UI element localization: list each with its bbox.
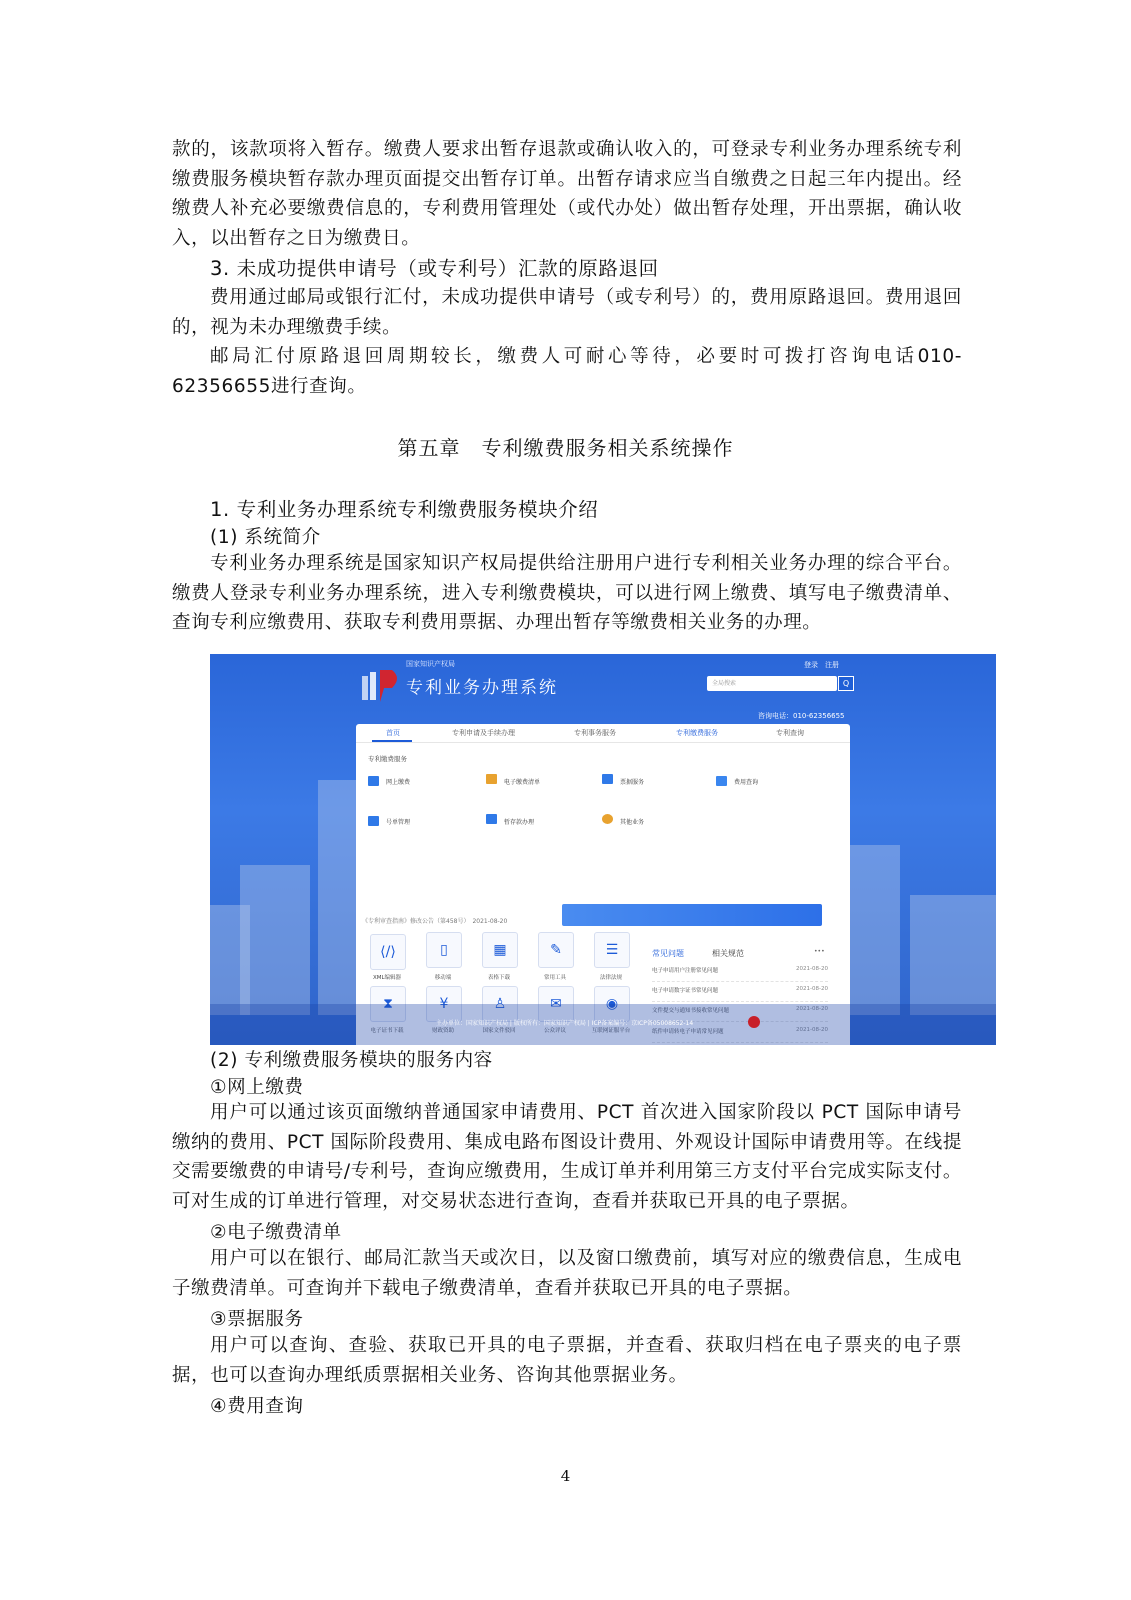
- number-management-icon: [368, 816, 379, 826]
- faq-date: 2021-08-20: [796, 1006, 828, 1012]
- service-2-heading: ②电子缴费清单: [210, 1222, 342, 1243]
- footer-text: 主办单位：国家知识产权局 | 版权所有：国家知识产权局 | ICP备案编号：京ICP备05008652-14: [436, 1020, 694, 1027]
- faq-text: 电子申请用户注册常见问题: [652, 968, 719, 974]
- wifi-icon: ◉: [605, 996, 619, 1012]
- chapter-title: 第五章 专利缴费服务相关系统操作: [397, 436, 734, 460]
- menu-invoice-service[interactable]: 票据服务: [620, 779, 645, 786]
- certificate-icon: ⧗: [383, 996, 393, 1012]
- tool-label: 常用工具: [543, 975, 566, 981]
- code-icon: ⟨/⟩: [380, 944, 396, 960]
- menu-fee-query[interactable]: 费用查询: [734, 779, 759, 786]
- faq-date: 2021-08-20: [796, 1027, 828, 1033]
- menu-online-payment[interactable]: 网上缴费: [386, 779, 411, 786]
- tool-label: 移动端: [434, 975, 452, 981]
- faq-tab-other[interactable]: 相关规范: [712, 949, 744, 958]
- wrench-icon: ✎: [550, 942, 562, 958]
- section-1-heading: 1. 专利业务办理系统专利缴费服务模块介绍: [210, 498, 599, 521]
- hotline-text: 咨询电话：010-62356655: [758, 712, 845, 720]
- main-nav: [356, 724, 850, 743]
- faq-date: 2021-08-20: [796, 986, 828, 992]
- faq-row[interactable]: [652, 966, 828, 982]
- paragraph-temporary-deposit: 款的，该款项将入暂存。缴费人要求出暂存退款或确认收入的，可登录专利业务办理系统专利缴费服务模块暂存款办理页面提交出暂存订单。出暂存请求应当自缴费之日起三年内提出。经缴费人补充必要缴费信息的，专利费用管理处（或代办处）做出暂存处理，开出票据，确认收入，以出暂存之日为缴费日。: [172, 139, 962, 249]
- page-number: 4: [560, 1467, 571, 1485]
- tool-label: 财政资助: [431, 1028, 454, 1034]
- paragraph-post-refund: 邮局汇付原路退回周期较长，缴费人可耐心等待，必要时可拨打咨询电话010-62356655进行查询。: [172, 346, 962, 397]
- notice-text[interactable]: 《专利审查指南》修改公告（第458号） 2021-08-20: [362, 918, 508, 925]
- search-button[interactable]: Q: [838, 676, 854, 691]
- tool-xml-editor[interactable]: [370, 934, 406, 970]
- paragraph-online-payment: 用户可以通过该页面缴纳普通国家申请费用、PCT 首次进入国家阶段以 PCT 国际申请号缴纳的费用、PCT 国际阶段费用、集成电路布图设计费用、外观设计国际申请费用等。在线提交需要缴费的申请号/专利号，查询应缴费用，生成订单并利用第三方支付平台完成实际支付。可对生成的订单进行管理，对交易状态进行查询，查看并获取已开具的电子票据。: [172, 1102, 962, 1212]
- paragraph-refund: 费用通过邮局或银行汇付，未成功提供申请号（或专利号）的，费用原路退回。费用退回的，视为未办理缴费手续。: [172, 287, 962, 338]
- invoice-icon: [602, 774, 613, 784]
- tool-mobile[interactable]: [426, 932, 462, 968]
- system-screenshot: [210, 654, 996, 1045]
- menu-payment-list[interactable]: 电子缴费清单: [504, 779, 541, 786]
- person-icon: ♙: [493, 996, 507, 1012]
- tab-fee-services[interactable]: 专利缴费服务: [676, 729, 718, 737]
- tool-label: XML编辑器: [372, 975, 402, 981]
- online-payment-icon: [368, 776, 379, 786]
- more-icon[interactable]: •••: [814, 948, 825, 955]
- tab-home[interactable]: 首页: [386, 729, 400, 737]
- tool-label: 互联网证服平台: [591, 1028, 631, 1034]
- faq-row[interactable]: [652, 986, 828, 1002]
- tab-query[interactable]: 专利查询: [776, 729, 804, 737]
- faq-text: 文件提交与通知书接收常见问题: [652, 1008, 730, 1014]
- fee-query-icon: [716, 776, 727, 786]
- site-title: 专利业务办理系统: [406, 678, 558, 698]
- temporary-deposit-icon: [486, 814, 497, 824]
- tool-label: 国家文件驳回: [482, 1028, 516, 1034]
- site-footer: [210, 1004, 996, 1045]
- paragraph-system-intro: 专利业务办理系统是国家知识产权局提供给注册用户进行专利相关业务办理的综合平台。缴费人登录专利业务办理系统，进入专利缴费模块，可以进行网上缴费、填写电子缴费清单、查询专利应缴费用、获取专利费用票据、办理出暂存等缴费相关业务的办理。: [172, 553, 962, 633]
- document-icon: ☰: [605, 942, 619, 958]
- faq-text: 电子申请数字证书常见问题: [652, 988, 719, 994]
- tab-affairs[interactable]: 专利事务服务: [574, 729, 616, 737]
- tool-common[interactable]: [538, 932, 574, 968]
- tool-label: 电子证书下载: [370, 1028, 404, 1034]
- tool-laws[interactable]: [594, 932, 630, 968]
- comment-icon: ✉: [550, 996, 562, 1012]
- banner[interactable]: [562, 904, 822, 926]
- table-icon: ▦: [493, 942, 507, 958]
- services-panel: [356, 724, 850, 1045]
- yuan-icon: ¥: [439, 996, 449, 1012]
- search-input[interactable]: 全局搜索: [707, 676, 837, 691]
- tab-application[interactable]: 专利申请及手续办理: [452, 729, 515, 737]
- faq-text: 纸件申请转电子申请常见问题: [652, 1029, 724, 1035]
- police-badge-icon: [748, 1016, 760, 1028]
- service-1-heading: ①网上缴费: [210, 1077, 304, 1098]
- tool-label: 公众评议: [543, 1028, 566, 1034]
- menu-number-management[interactable]: 号单管理: [386, 819, 411, 826]
- faq-tab-active[interactable]: 常见问题: [652, 949, 684, 958]
- active-tab-underline: [372, 740, 412, 742]
- fee-menu-title: 专利缴费服务: [368, 755, 407, 763]
- subsection-1-heading: (1) 系统简介: [210, 527, 321, 548]
- login-register-links[interactable]: 登录 注册: [804, 661, 839, 669]
- tool-label: 表格下载: [487, 975, 510, 981]
- subsection-2-heading: (2) 专利缴费服务模块的服务内容: [210, 1050, 493, 1071]
- tool-form-download[interactable]: [482, 932, 518, 968]
- menu-temporary-deposit[interactable]: 暂存款办理: [504, 819, 535, 826]
- mobile-icon: ▯: [440, 942, 448, 958]
- paragraph-payment-list: 用户可以在银行、邮局汇款当天或次日，以及窗口缴费前，填写对应的缴费信息，生成电子缴费清单。可查询并下载电子缴费清单，查看并获取已开具的电子票据。: [172, 1248, 962, 1299]
- item-3-heading: 3. 未成功提供申请号（或专利号）汇款的原路退回: [210, 257, 659, 280]
- service-4-heading: ④费用查询: [210, 1396, 304, 1417]
- other-business-icon: [602, 814, 613, 824]
- tool-label: 法律法规: [599, 975, 622, 981]
- paragraph-invoice-service: 用户可以查询、查验、获取已开具的电子票据，并查看、获取归档在电子票夹的电子票据，也可以查询办理纸质票据相关业务、咨询其他票据业务。: [172, 1335, 962, 1386]
- payment-list-icon: [486, 774, 497, 784]
- service-3-heading: ③票据服务: [210, 1309, 304, 1330]
- faq-date: 2021-08-20: [796, 966, 828, 972]
- site-org-name: 国家知识产权局: [406, 660, 455, 668]
- cnipa-logo-icon: [358, 668, 404, 704]
- menu-other-business[interactable]: 其他业务: [620, 819, 645, 826]
